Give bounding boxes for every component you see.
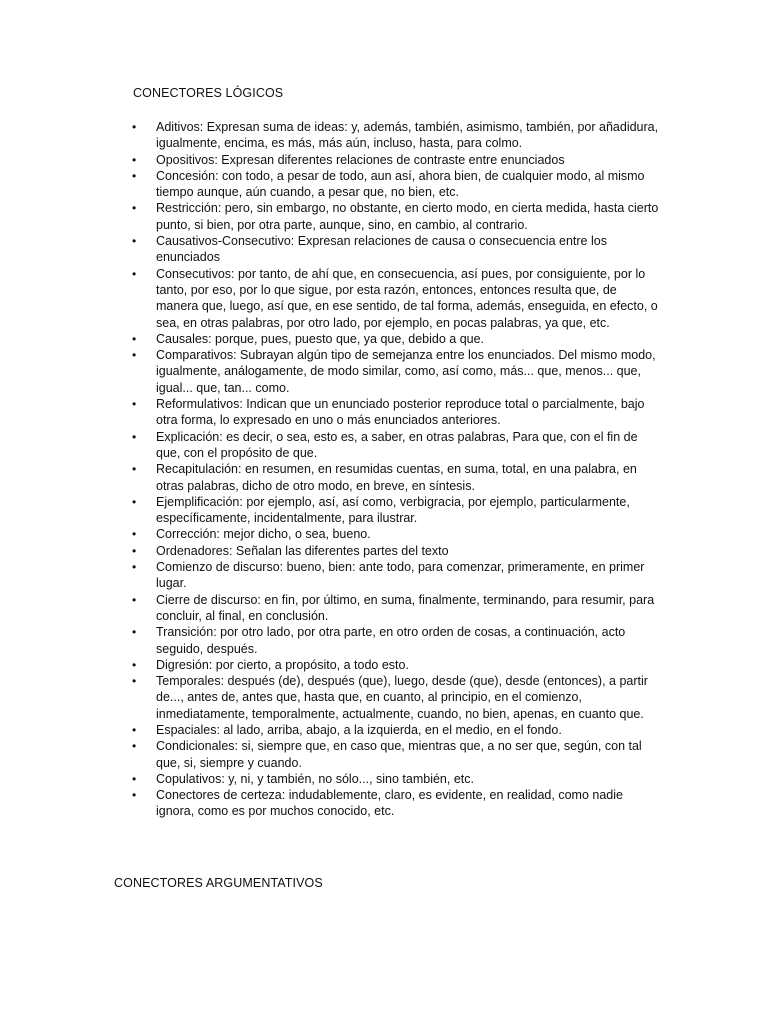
list-item [132, 233, 660, 266]
list-item [132, 592, 660, 625]
list-item-text: Comparativos: Subrayan algún tipo de semejanza entre los enunciados. Del mismo modo, igualmente, análogamente, de modo similar, como, así como, más... que, menos... que, igual... que, tan... como. [156, 348, 656, 395]
list-item-text: Opositivos: Expresan diferentes relaciones de contraste entre enunciados [156, 152, 565, 167]
list-item-text: Condicionales: si, siempre que, en caso que, mientras que, a no ser que, según, con tal que, si, siempre y cuando. [156, 739, 642, 770]
bullet-icon: • [132, 429, 137, 444]
bullet-icon: • [132, 674, 137, 689]
bullet-icon: • [132, 771, 137, 786]
list-item [132, 657, 660, 673]
bullet-icon: • [132, 527, 137, 542]
list-item-text: Ordenadores: Señalan las diferentes partes del texto [156, 543, 449, 558]
bullet-icon: • [132, 234, 137, 249]
list-item [132, 266, 660, 331]
bullet-icon: • [132, 348, 137, 363]
heading-conectores-logicos: CONECTORES LÓGICOS [133, 86, 284, 100]
bullet-icon: • [132, 397, 137, 412]
bullet-icon: • [132, 201, 137, 216]
list-item [132, 429, 660, 462]
bullet-icon: • [132, 266, 137, 281]
list-item-text: Recapitulación: en resumen, en resumidas cuentas, en suma, total, en una palabra, en otras palabras, dicho de otro modo, en breve, en síntesis. [156, 462, 637, 493]
bullet-icon: • [132, 331, 137, 346]
bullet-icon: • [132, 560, 137, 575]
bullet-icon: • [132, 543, 137, 558]
list-item-text: Copulativos: y, ni, y también, no sólo..., sino también, etc. [156, 771, 474, 786]
list-item [132, 152, 660, 168]
list-item [132, 722, 660, 738]
list-item [132, 526, 660, 542]
list-item-text: Concesión: con todo, a pesar de todo, aun así, ahora bien, de cualquier modo, al mismo tiempo aunque, aún cuando, a pesar que, no bien, etc. [156, 168, 645, 200]
bullet-icon: • [132, 494, 137, 509]
list-item-text: Espaciales: al lado, arriba, abajo, a la izquierda, en el medio, en el fondo. [156, 722, 562, 737]
list-item [132, 200, 660, 233]
bullet-icon: • [132, 168, 137, 183]
bullet-icon: • [132, 120, 137, 134]
connectors-bullet-list [132, 119, 660, 820]
list-item-text: Transición: por otro lado, por otra parte, en otro orden de cosas, a continuación, acto seguido, después. [156, 625, 626, 656]
bullet-icon: • [132, 722, 137, 737]
list-item-text: Aditivos: Expresan suma de ideas: y, además, también, asimismo, también, por añadidura, igualmente, encima, es más, más aún, incluso, hasta, para colmo. [156, 120, 659, 151]
list-item-text: Consecutivos: por tanto, de ahí que, en consecuencia, así pues, por consiguiente, por lo tanto, por eso, por lo que sigue, por esta razón, entonces, entonces resulta que, de manera que, luego, así que, en ese sentido, de tal forma, además, enseguida, en efecto, o sea, en otras palabras, por otro lado, por ejemplo, en pocas palabras, ya que, etc. [156, 266, 658, 330]
list-item-text: Causativos-Consecutivo: Expresan relaciones de causa o consecuencia entre los enunciados [156, 234, 607, 265]
list-item-text: Conectores de certeza: indudablemente, claro, es evidente, en realidad, como nadie ignora, como es por muchos conocido, etc. [156, 788, 623, 819]
list-item [132, 119, 660, 152]
list-item-text: Restricción: pero, sin embargo, no obstante, en cierto modo, en cierta medida, hasta cierto punto, si bien, por otra parte, aunque, sino, en cambio, al contrario. [156, 201, 659, 232]
list-item [132, 787, 660, 820]
list-item [132, 331, 660, 347]
bullet-icon: • [132, 625, 137, 640]
list-item-text: Comienzo de discurso: bueno, bien: ante todo, para comenzar, primeramente, en primer lugar. [156, 560, 645, 591]
bullet-icon: • [132, 152, 137, 167]
bullet-icon: • [132, 592, 137, 607]
list-item-text: Corrección: mejor dicho, o sea, bueno. [156, 527, 371, 542]
list-item [132, 168, 660, 201]
list-item-text: Digresión: por cierto, a propósito, a todo esto. [156, 657, 409, 672]
list-item-text: Explicación: es decir, o sea, esto es, a saber, en otras palabras, Para que, con el fin de que, con el propósito de que. [156, 429, 638, 460]
list-item [132, 494, 660, 527]
heading-conectores-argumentativos: CONECTORES ARGUMENTATIVOS [114, 876, 323, 890]
list-item [132, 559, 660, 592]
list-item [132, 347, 660, 396]
list-item-text: Temporales: después (de), después (que), luego, desde (que), desde (entonces), a partir de..., antes de, antes que, hasta que, en cuanto, al principio, en el comienzo, inmediatamente, temporalmente, actualmente, cuando, no bien, apenas, en cuanto que. [156, 674, 648, 721]
bullet-icon: • [132, 788, 137, 803]
list-item [132, 673, 660, 722]
list-item [132, 461, 660, 494]
list-item [132, 624, 660, 657]
list-item [132, 543, 660, 559]
list-item-text: Causales: porque, pues, puesto que, ya que, debido a que. [156, 331, 485, 346]
list-item-text: Ejemplificación: por ejemplo, así, así como, verbigracia, por ejemplo, particularmente, específicamente, incidentalmente, para ilustrar. [156, 494, 630, 526]
list-item-text: Reformulativos: Indican que un enunciado posterior reproduce total o parcialmente, bajo otra forma, lo expresado en uno o más enunciados anteriores. [156, 397, 645, 428]
bullet-icon: • [132, 657, 137, 672]
list-item [132, 771, 660, 787]
bullet-icon: • [132, 462, 137, 477]
list-item [132, 396, 660, 429]
bullet-icon: • [132, 739, 137, 754]
list-item-text: Cierre de discurso: en fin, por último, en suma, finalmente, terminando, para resumir, para concluir, al final, en conclusión. [156, 592, 655, 623]
list-item [132, 738, 660, 771]
